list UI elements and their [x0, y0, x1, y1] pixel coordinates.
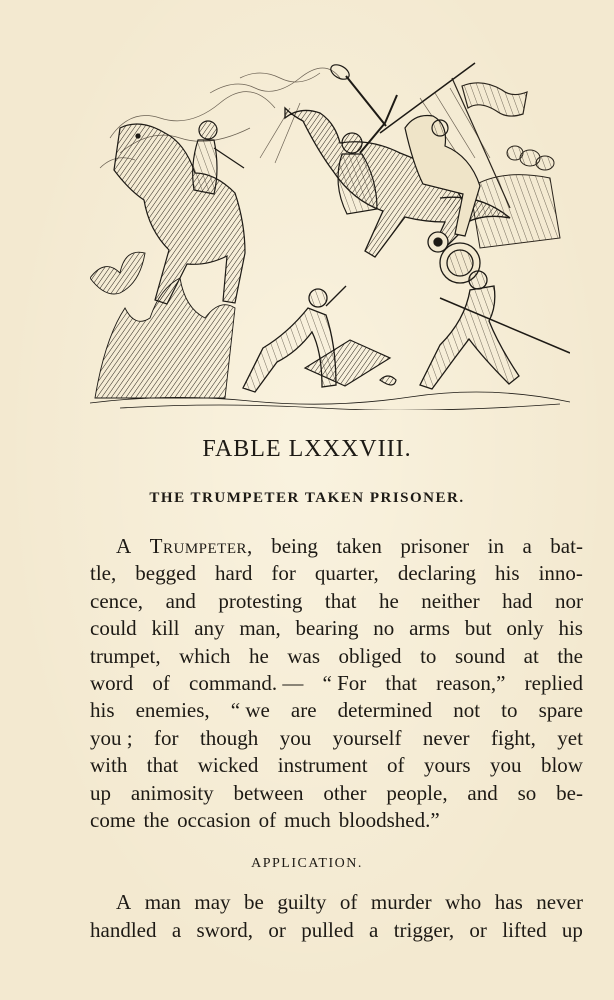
word: lifted — [502, 918, 547, 942]
application-heading: APPLICATION. — [251, 856, 363, 871]
word: of — [258, 808, 277, 833]
word: a — [171, 918, 182, 942]
word: neither — [421, 588, 480, 613]
word: man, — [239, 616, 281, 641]
body-line — [90, 752, 583, 779]
word: occasion — [177, 808, 251, 833]
word: cence, — [90, 588, 144, 613]
word: word — [90, 671, 134, 696]
word: of — [387, 753, 405, 778]
word: yourself — [332, 725, 402, 750]
word: not — [453, 698, 481, 723]
word: come — [90, 808, 136, 833]
word: quarter, — [314, 561, 379, 586]
word: never — [536, 890, 583, 914]
word: being — [271, 534, 318, 558]
body-line — [90, 807, 583, 834]
word: any — [194, 616, 225, 641]
word: at — [523, 643, 539, 668]
word: so — [517, 780, 537, 805]
word: pulled — [301, 918, 354, 942]
word: for — [154, 725, 179, 750]
word: that — [146, 753, 179, 778]
word: yours — [423, 753, 471, 778]
battle-engraving-icon — [90, 58, 570, 410]
word: A — [116, 534, 132, 558]
word: which — [179, 643, 231, 668]
word: the — [557, 643, 583, 668]
word: obliged — [338, 643, 402, 668]
word: that — [385, 671, 417, 696]
word: tle, — [90, 561, 117, 586]
word: up — [90, 780, 111, 805]
word: A — [116, 890, 132, 914]
word: be — [244, 890, 264, 914]
word: yet — [557, 725, 583, 750]
word: hard — [215, 561, 253, 586]
word: kill — [151, 616, 180, 641]
word: determined — [337, 698, 433, 723]
word: could — [90, 616, 137, 641]
word: inno- — [538, 561, 583, 586]
word: or — [268, 918, 286, 942]
application-line — [90, 916, 583, 944]
body-line — [90, 560, 583, 587]
word: with — [90, 753, 128, 778]
word: arms — [409, 616, 450, 641]
word: “ we — [230, 698, 270, 723]
word: and — [165, 588, 196, 613]
word: has — [494, 890, 523, 914]
word: who — [445, 890, 482, 914]
word: guilty — [277, 890, 327, 914]
word: you — [490, 753, 522, 778]
word: he — [248, 643, 269, 668]
word: people, — [386, 780, 448, 805]
body-line — [90, 533, 583, 560]
word: bat- — [550, 534, 583, 558]
word: though — [199, 725, 259, 750]
word: you ; — [90, 725, 133, 750]
word: begged — [135, 561, 196, 586]
word: be- — [556, 780, 583, 805]
word: but — [464, 616, 492, 641]
body-line — [90, 588, 583, 615]
word: declaring — [397, 561, 476, 586]
body-line — [90, 615, 583, 642]
word: only — [506, 616, 544, 641]
fable-title: THE TRUMPETER TAKEN PRISONER. — [149, 490, 465, 506]
word: replied — [524, 671, 583, 696]
word: that — [324, 588, 357, 613]
body-line — [90, 670, 583, 697]
word: command. — — [189, 671, 304, 696]
word: the — [143, 808, 170, 833]
word: never — [422, 725, 470, 750]
word: was — [287, 643, 320, 668]
word: bearing — [295, 616, 359, 641]
word: animosity — [130, 780, 214, 805]
word: no — [373, 616, 395, 641]
word: for — [271, 561, 296, 586]
word: wicked — [197, 753, 259, 778]
body-line — [90, 780, 583, 807]
word: enemies, — [135, 698, 210, 723]
word: sword, — [196, 918, 254, 942]
word: he — [378, 588, 399, 613]
word: trumpet, — [90, 643, 161, 668]
word: handled — [90, 918, 157, 942]
word: prisoner — [400, 534, 470, 558]
fable-number: FABLE LXXXVIII. — [202, 436, 412, 462]
word: may — [194, 890, 231, 914]
word: much — [284, 808, 331, 833]
word: to — [420, 643, 437, 668]
word: to — [501, 698, 518, 723]
word: are — [290, 698, 317, 723]
body-line — [90, 697, 583, 724]
word: bloodshed.” — [338, 808, 440, 833]
word: “ For — [322, 671, 367, 696]
word: his — [495, 561, 520, 586]
word: blow — [540, 753, 583, 778]
word: protesting — [218, 588, 303, 613]
word: a — [369, 918, 379, 942]
word: taken — [336, 534, 382, 558]
word: or — [469, 918, 487, 942]
body-line — [90, 643, 583, 670]
word: and — [467, 780, 498, 805]
word: his — [90, 698, 115, 723]
word: his — [558, 616, 583, 641]
word: of — [152, 671, 170, 696]
word: fight, — [490, 725, 536, 750]
word: of — [339, 890, 358, 914]
body-line — [90, 725, 583, 752]
application-body — [90, 888, 583, 944]
word: spare — [538, 698, 583, 723]
word: reason,” — [436, 671, 506, 696]
fable-body — [90, 533, 583, 834]
word: murder — [370, 890, 432, 914]
word: other — [323, 780, 367, 805]
word: a — [522, 534, 532, 558]
word: you — [279, 725, 312, 750]
word: nor — [554, 588, 583, 613]
word: Trumpeter, — [149, 534, 253, 558]
word: sound — [454, 643, 506, 668]
application-line — [90, 888, 583, 916]
word: in — [487, 534, 504, 558]
word: had — [502, 588, 533, 613]
word: between — [233, 780, 304, 805]
word: man — [144, 890, 181, 914]
word: trigger, — [393, 918, 455, 942]
word: instrument — [277, 753, 368, 778]
word: up — [561, 918, 583, 942]
